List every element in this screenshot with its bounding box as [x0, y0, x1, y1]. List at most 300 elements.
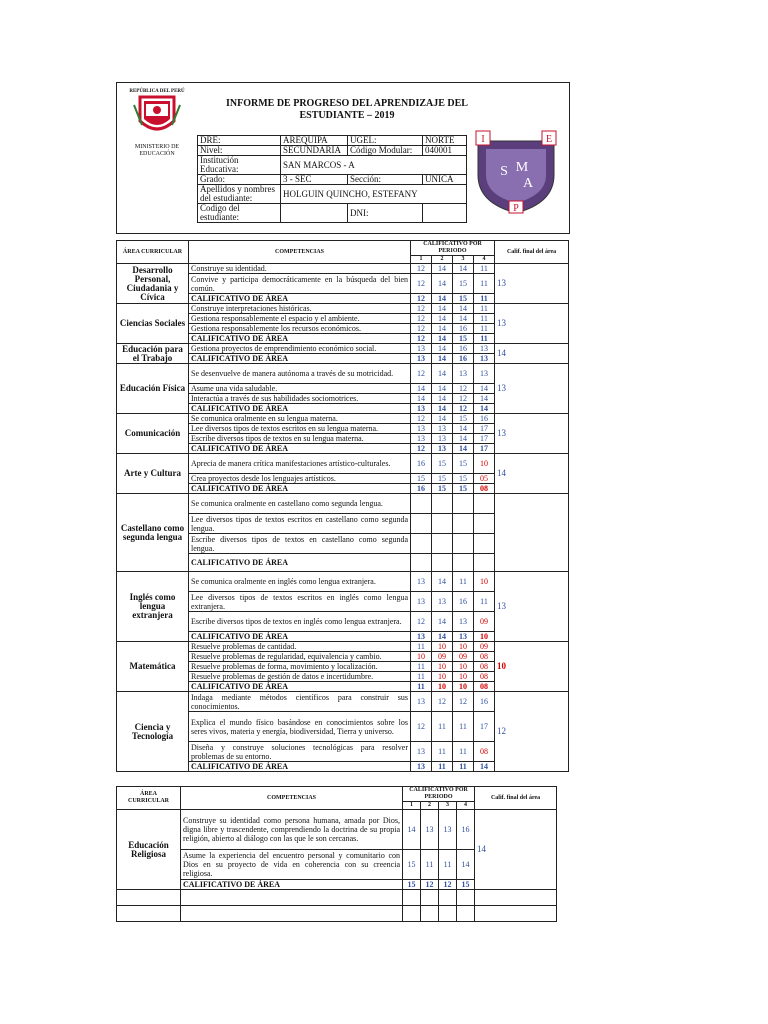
grade-period-2: 11: [432, 742, 453, 762]
grade-period-1: 12: [411, 334, 432, 344]
crest-letter: S: [500, 164, 508, 179]
grade-period-4: 17: [474, 424, 495, 434]
competency-text: Escribe diversos tipos de textos en castellano como segunda lengua.: [189, 534, 411, 554]
grade-period-3: 10: [453, 642, 474, 652]
grade-period-3: 15: [453, 334, 474, 344]
area-grade-label: CALIFICATIVO DE ÁREA: [189, 632, 411, 642]
competency-text: Crea proyectos desde los lenguajes artísticos.: [189, 474, 411, 484]
competency-text: Lee diversos tipos de textos escritos en su lengua materna.: [189, 424, 411, 434]
area-name: Educación para el Trabajo: [117, 344, 189, 364]
grade-period-3: 11: [453, 742, 474, 762]
area-grade-label: CALIFICATIVO DE ÁREA: [189, 554, 411, 572]
grade-period-3: 10: [453, 682, 474, 692]
grade-period-1: 12: [411, 444, 432, 454]
grade-period-2: 14: [432, 314, 453, 324]
grade-period-1: 15: [403, 880, 421, 890]
grade-period-2: 14: [432, 404, 453, 414]
grade-period-2: 14: [432, 394, 453, 404]
ministry-name: MINISTERIO DE EDUCACIÓN: [134, 144, 180, 157]
grade-period-1: [411, 494, 432, 514]
grade-period-4: 08: [474, 652, 495, 662]
competency-text: Asume una vida saludable.: [189, 384, 411, 394]
grades-table: [116, 240, 569, 772]
period-2-header: 2: [432, 256, 453, 264]
grade-period-3: 16: [453, 354, 474, 364]
peru-seal: [125, 89, 189, 158]
rel-period-1-header: 1: [403, 802, 421, 810]
empty-cell: [457, 890, 475, 906]
grade-period-3: 15: [453, 454, 474, 474]
grade-period-4: 11: [474, 304, 495, 314]
grade-period-2: 13: [432, 424, 453, 434]
crest-letter: A: [522, 176, 534, 191]
grade-period-3: 11: [453, 572, 474, 592]
grade-period-1: 11: [411, 662, 432, 672]
empty-cell: [439, 890, 457, 906]
empty-cell: [403, 906, 421, 922]
grade-period-1: 15: [411, 474, 432, 484]
grade-period-4: 16: [474, 414, 495, 424]
grade-period-4: 13: [474, 354, 495, 364]
competency-text: Se comunica oralmente en inglés como lengua extranjera.: [189, 572, 411, 592]
area-name: Matemática: [117, 642, 189, 692]
crest-letter: M: [515, 160, 529, 175]
grade-period-2: 14: [432, 294, 453, 304]
grade-period-3: 16: [453, 592, 474, 612]
grade-period-1: 10: [411, 652, 432, 662]
grade-period-2: 11: [432, 762, 453, 772]
grade-period-4: 11: [474, 592, 495, 612]
competency-text: Convive y participa democráticamente en la búsqueda del bien común.: [189, 274, 411, 294]
rel-col-competencias-header: COMPETENCIAS: [181, 787, 403, 810]
grade-period-1: 13: [411, 404, 432, 414]
period-1-header: 1: [411, 256, 432, 264]
empty-cell: [475, 906, 557, 922]
grade-period-2: 14: [432, 274, 453, 294]
grade-period-1: 13: [411, 742, 432, 762]
empty-cell: [181, 890, 403, 906]
area-name: Arte y Cultura: [117, 454, 189, 494]
grade-period-2: 12: [421, 880, 439, 890]
grade-period-3: 16: [453, 324, 474, 334]
grade-period-1: 13: [411, 592, 432, 612]
grade-period-1: 12: [411, 294, 432, 304]
final-area-grade: 10: [495, 642, 569, 692]
grade-period-1: 13: [411, 692, 432, 712]
nombre-value: HOLGUIN QUINCHO, ESTEFANY: [281, 185, 467, 204]
competency-text: Lee diversos tipos de textos escritos en inglés como lengua extranjera.: [189, 592, 411, 612]
grade-period-3: 11: [439, 850, 457, 880]
competency-text: Gestiona responsablemente los recursos económicos.: [189, 324, 411, 334]
grade-period-3: 13: [453, 364, 474, 384]
col-competencias-header: COMPETENCIAS: [189, 241, 411, 264]
rel-period-4-header: 4: [457, 802, 475, 810]
area-name: Ciencia y Tecnología: [117, 692, 189, 772]
grade-period-4: 14: [474, 394, 495, 404]
grade-period-2: 13: [432, 444, 453, 454]
empty-row: [117, 906, 557, 922]
area-grade-label: CALIFICATIVO DE ÁREA: [189, 484, 411, 494]
grade-period-4: 08: [474, 662, 495, 672]
grade-period-4: 11: [474, 324, 495, 334]
final-area-grade: 12: [495, 692, 569, 772]
empty-cell: [475, 890, 557, 906]
grade-period-3: 15: [453, 474, 474, 484]
grade-period-3: 15: [453, 484, 474, 494]
rel-period-3-header: 3: [439, 802, 457, 810]
grade-period-4: [474, 554, 495, 572]
competency-text: Aprecia de manera crítica manifestaciones artístico-culturales.: [189, 454, 411, 474]
grade-period-3: 13: [453, 632, 474, 642]
grade-period-1: 12: [411, 414, 432, 424]
grade-period-1: [411, 534, 432, 554]
seccion-value: UNICA: [423, 175, 467, 185]
grade-period-1: 16: [411, 484, 432, 494]
grade-period-4: 17: [474, 434, 495, 444]
grade-period-2: 13: [432, 434, 453, 444]
competency-text: Se desenvuelve de manera autónoma a través de su motricidad.: [189, 364, 411, 384]
grade-period-4: 17: [474, 712, 495, 742]
grade-period-4: 09: [474, 612, 495, 632]
area-grade-label: CALIFICATIVO DE ÁREA: [189, 404, 411, 414]
grade-period-1: 14: [411, 384, 432, 394]
grade-period-2: 15: [432, 484, 453, 494]
competency-row: [117, 344, 569, 354]
coat-of-arms-icon: [132, 95, 182, 137]
empty-cell: [117, 906, 181, 922]
grade-period-3: 13: [453, 612, 474, 632]
area-grade-label: CALIFICATIVO DE ÁREA: [189, 354, 411, 364]
ugel-label: UGEL:: [348, 136, 423, 146]
grade-period-4: 14: [457, 850, 475, 880]
codmod-label: Código Modular:: [348, 146, 423, 156]
student-info-table: [197, 135, 467, 223]
area-grade-label: CALIFICATIVO DE ÁREA: [189, 682, 411, 692]
nivel-label: Nivel:: [198, 146, 281, 156]
grade-period-1: 11: [411, 682, 432, 692]
ugel-value: NORTE: [423, 136, 467, 146]
grade-period-2: 10: [432, 682, 453, 692]
grade-period-1: 12: [411, 264, 432, 274]
grade-period-1: 14: [403, 810, 421, 850]
grade-period-1: 11: [411, 642, 432, 652]
competency-row: [117, 494, 569, 514]
grade-period-4: 05: [474, 474, 495, 484]
competency-row: [117, 364, 569, 384]
grade-period-4: 10: [474, 632, 495, 642]
final-area-grade: 13: [495, 572, 569, 642]
grade-period-2: 14: [432, 384, 453, 394]
grade-period-2: [432, 514, 453, 534]
grade-period-3: 14: [453, 304, 474, 314]
grade-period-3: 12: [453, 384, 474, 394]
crest-letter: P: [513, 203, 519, 214]
competency-row: [117, 642, 569, 652]
grade-period-4: 08: [474, 484, 495, 494]
grade-period-4: 17: [474, 444, 495, 454]
grade-period-3: [453, 554, 474, 572]
seccion-label: Sección:: [348, 175, 423, 185]
grade-period-4: 13: [474, 344, 495, 354]
crest-letter: E: [545, 134, 553, 145]
grade-period-2: 14: [432, 264, 453, 274]
competency-text: Diseña y construye soluciones tecnológicas para resolver problemas de su entorno.: [189, 742, 411, 762]
period-3-header: 3: [453, 256, 474, 264]
seal-caption: REPÚBLICA DEL PERÚ: [129, 89, 185, 94]
area-grade-label: CALIFICATIVO DE ÁREA: [189, 334, 411, 344]
rel-col-final-header: Calif. final del área: [475, 787, 557, 810]
area-grade-label: CALIFICATIVO DE ÁREA: [181, 880, 403, 890]
area-name: Inglés como lengua extranjera: [117, 572, 189, 642]
grade-period-4: 08: [474, 742, 495, 762]
grade-period-1: [411, 554, 432, 572]
grade-period-3: 12: [453, 394, 474, 404]
grade-period-3: [453, 494, 474, 514]
grade-period-3: [453, 514, 474, 534]
nombre-label: Apellidos y nombres del estudiante:: [198, 185, 281, 204]
grade-period-3: 12: [439, 880, 457, 890]
grade-period-4: 13: [474, 364, 495, 384]
grade-period-3: 16: [453, 344, 474, 354]
competency-text: Resuelve problemas de forma, movimiento y localización.: [189, 662, 411, 672]
area-grade-label: CALIFICATIVO DE ÁREA: [189, 444, 411, 454]
grade-period-4: 08: [474, 672, 495, 682]
empty-cell: [181, 906, 403, 922]
grade-period-2: 11: [432, 712, 453, 742]
grade-period-1: 13: [411, 354, 432, 364]
grade-period-1: 14: [411, 394, 432, 404]
grade-period-2: 10: [432, 672, 453, 682]
competency-text: Asume la experiencia del encuentro personal y comunitario con Dios en su proyecto de vida en coherencia con su creencia religiosa.: [181, 850, 403, 880]
empty-cell: [403, 890, 421, 906]
grade-period-1: 16: [411, 454, 432, 474]
competency-text: Resuelve problemas de regularidad, equivalencia y cambio.: [189, 652, 411, 662]
codigo-label: Codigo del estudiante:: [198, 204, 281, 223]
grade-period-4: [474, 534, 495, 554]
grade-period-4: 16: [457, 810, 475, 850]
competency-row: [117, 572, 569, 592]
final-area-grade: [495, 494, 569, 572]
grade-period-3: 12: [453, 692, 474, 712]
grade-period-4: 11: [474, 264, 495, 274]
dre-value: AREQUIPA: [281, 136, 348, 146]
grade-period-4: [474, 514, 495, 534]
grade-period-3: 09: [453, 652, 474, 662]
competency-text: Construye su identidad como persona humana, amada por Dios, digna libre y trascendente, comprendiendo la doctrina de su propia religión, abierto al diálogo con las que le son cercanas.: [181, 810, 403, 850]
grade-period-2: 14: [432, 572, 453, 592]
grade-period-2: 14: [432, 354, 453, 364]
competency-text: Explica el mundo físico basándose en conocimientos sobre los seres vivos, materia y energía, biodiversidad, Tierra y universo.: [189, 712, 411, 742]
competency-text: Gestiona proyectos de emprendimiento económico social.: [189, 344, 411, 354]
area-grade-label: CALIFICATIVO DE ÁREA: [189, 294, 411, 304]
grado-label: Grado:: [198, 175, 281, 185]
grade-period-4: 14: [474, 404, 495, 414]
grade-period-2: [432, 494, 453, 514]
grade-period-1: 11: [411, 672, 432, 682]
competency-text: Construye interpretaciones históricas.: [189, 304, 411, 314]
grade-period-1: 13: [411, 572, 432, 592]
inst-label: Institución Educativa:: [198, 156, 281, 175]
grade-period-3: 14: [453, 434, 474, 444]
grado-value: 3 - SEC: [281, 175, 348, 185]
school-crest-icon: [472, 127, 560, 215]
grade-period-3: 10: [453, 662, 474, 672]
area-name: Desarrollo Personal, Ciudadania y Cívica: [117, 264, 189, 304]
grade-period-3: 12: [453, 404, 474, 414]
grade-period-4: 11: [474, 274, 495, 294]
codmod-value: 040001: [423, 146, 467, 156]
grade-period-3: 15: [453, 414, 474, 424]
col-final-header: Calif. final del área: [495, 241, 569, 264]
grade-period-3: 14: [453, 424, 474, 434]
grade-period-4: 11: [474, 334, 495, 344]
final-area-grade: 13: [495, 264, 569, 304]
grade-period-2: 15: [432, 454, 453, 474]
grade-period-2: 11: [421, 850, 439, 880]
grade-period-3: 14: [453, 314, 474, 324]
codigo-value: [281, 204, 348, 223]
grade-period-3: 14: [453, 264, 474, 274]
final-area-grade: 13: [495, 414, 569, 454]
grade-period-4: 11: [474, 294, 495, 304]
grade-period-3: 10: [453, 672, 474, 682]
grade-period-2: 14: [432, 632, 453, 642]
empty-cell: [439, 906, 457, 922]
report-title: INFORME DE PROGRESO DEL APRENDIZAJE DEL ESTUDIANTE – 2019: [226, 98, 468, 121]
grade-period-1: [411, 514, 432, 534]
period-4-header: 4: [474, 256, 495, 264]
empty-cell: [117, 890, 181, 906]
grade-period-1: 12: [411, 712, 432, 742]
competency-row: [117, 454, 569, 474]
grade-period-1: 12: [411, 274, 432, 294]
grade-period-1: 13: [411, 762, 432, 772]
competency-text: Resuelve problemas de gestión de datos e incertidumbre.: [189, 672, 411, 682]
empty-row: [117, 890, 557, 906]
grade-period-2: 14: [432, 334, 453, 344]
crest-letter: I: [481, 134, 485, 145]
area-name: Ciencias Sociales: [117, 304, 189, 344]
competency-text: Gestiona responsablemente el espacio y el ambiente.: [189, 314, 411, 324]
area-grade-label: CALIFICATIVO DE ÁREA: [189, 762, 411, 772]
grade-period-4: 16: [474, 692, 495, 712]
grade-period-1: 12: [411, 612, 432, 632]
dre-label: DRE:: [198, 136, 281, 146]
grade-period-2: 14: [432, 612, 453, 632]
grade-period-2: 10: [432, 642, 453, 652]
competency-text: Se comunica oralmente en su lengua materna.: [189, 414, 411, 424]
grade-period-2: 14: [432, 364, 453, 384]
grade-period-3: 15: [453, 294, 474, 304]
grade-period-2: 15: [432, 474, 453, 484]
grade-period-4: 15: [457, 880, 475, 890]
area-name: Comunicación: [117, 414, 189, 454]
competency-row: [117, 810, 557, 850]
grade-period-3: 13: [439, 810, 457, 850]
competency-text: Resuelve problemas de cantidad.: [189, 642, 411, 652]
grade-period-4: 14: [474, 762, 495, 772]
grade-period-1: 13: [411, 632, 432, 642]
dni-value: [423, 204, 467, 223]
competency-row: [117, 264, 569, 274]
report-header: [116, 82, 570, 234]
empty-cell: [421, 890, 439, 906]
competency-row: [117, 414, 569, 424]
grade-period-2: 10: [432, 662, 453, 672]
grade-period-2: [432, 554, 453, 572]
grade-period-2: 14: [432, 304, 453, 314]
grade-period-3: 15: [453, 274, 474, 294]
grade-period-4: 14: [474, 384, 495, 394]
dni-label: DNI:: [348, 204, 423, 223]
grade-period-4: 11: [474, 314, 495, 324]
competency-text: Interactúa a través de sus habilidades sociomotrices.: [189, 394, 411, 404]
rel-col-area-header: ÁREA CURRICULAR: [117, 787, 181, 810]
final-area-grade: 14: [475, 810, 557, 890]
competency-text: Se comunica oralmente en castellano como segunda lengua.: [189, 494, 411, 514]
grade-period-2: 13: [432, 592, 453, 612]
grade-period-2: 13: [421, 810, 439, 850]
grade-period-1: 12: [411, 304, 432, 314]
grade-period-3: 11: [453, 712, 474, 742]
area-name: Educación Física: [117, 364, 189, 414]
grade-period-2: 09: [432, 652, 453, 662]
competency-text: Escribe diversos tipos de textos en inglés como lengua extranjera.: [189, 612, 411, 632]
rel-col-calif-header: CALIFICATIVO POR PERIODO: [403, 787, 475, 802]
empty-cell: [457, 906, 475, 922]
religion-table: [116, 786, 557, 922]
grade-period-1: 12: [411, 324, 432, 334]
grade-period-2: 12: [432, 692, 453, 712]
col-area-header: ÁREA CURRICULAR: [117, 241, 189, 264]
competency-text: Escribe diversos tipos de textos en su lengua materna.: [189, 434, 411, 444]
final-area-grade: 13: [495, 304, 569, 344]
grade-period-1: 13: [411, 344, 432, 354]
final-area-grade: 13: [495, 364, 569, 414]
grade-period-4: 09: [474, 642, 495, 652]
rel-period-2-header: 2: [421, 802, 439, 810]
competency-text: Construye su identidad.: [189, 264, 411, 274]
grade-period-2: [432, 534, 453, 554]
area-name: Castellano como segunda lengua: [117, 494, 189, 572]
grade-period-1: 13: [411, 434, 432, 444]
col-calif-header: CALIFICATIVO POR PERIODO: [411, 241, 495, 256]
competency-row: [117, 304, 569, 314]
grade-period-2: 14: [432, 324, 453, 334]
competency-text: Indaga mediante métodos científicos para construir sus conocimientos.: [189, 692, 411, 712]
grade-period-3: 11: [453, 762, 474, 772]
grade-period-4: 10: [474, 454, 495, 474]
grade-period-3: 14: [453, 444, 474, 454]
final-area-grade: 14: [495, 454, 569, 494]
competency-text: Lee diversos tipos de textos escritos en castellano como segunda lengua.: [189, 514, 411, 534]
area-name: Educación Religiosa: [117, 810, 181, 890]
competency-row: [117, 692, 569, 712]
grade-period-4: 10: [474, 572, 495, 592]
grade-period-1: 12: [411, 314, 432, 324]
grade-period-1: 12: [411, 364, 432, 384]
nivel-value: SECUNDARIA: [281, 146, 348, 156]
grade-period-2: 14: [432, 414, 453, 424]
inst-value: SAN MARCOS - A: [281, 156, 467, 175]
grade-period-1: 13: [411, 424, 432, 434]
final-area-grade: 14: [495, 344, 569, 364]
grade-period-3: [453, 534, 474, 554]
grade-period-2: 14: [432, 344, 453, 354]
grade-period-4: [474, 494, 495, 514]
empty-cell: [421, 906, 439, 922]
grade-period-4: 08: [474, 682, 495, 692]
